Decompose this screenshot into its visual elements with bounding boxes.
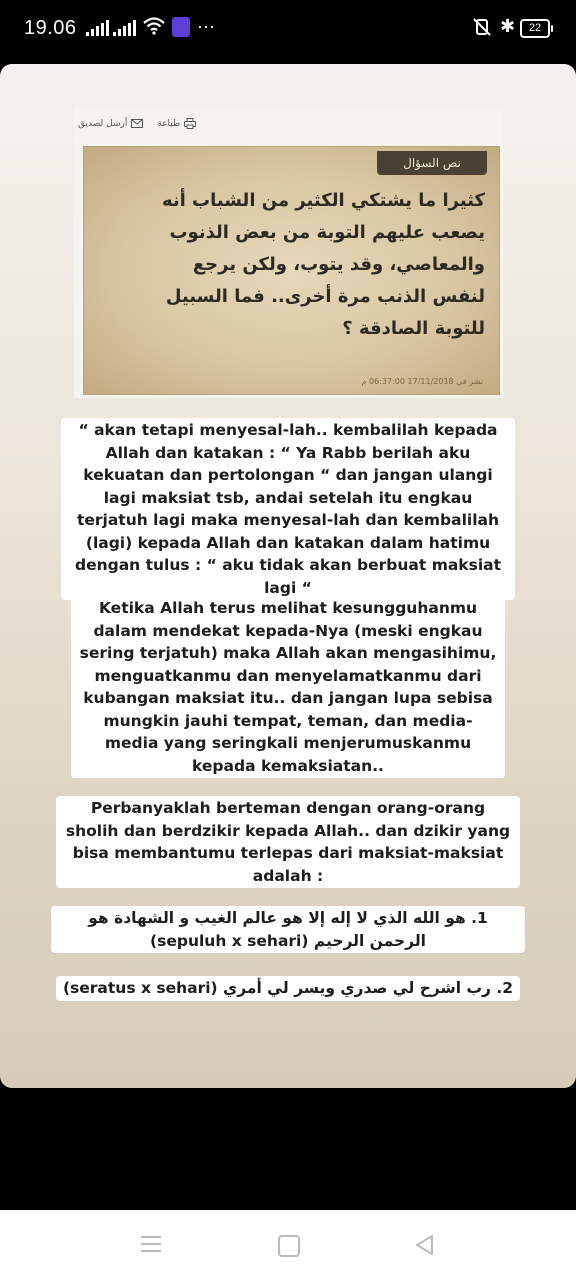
home-icon[interactable] (278, 1235, 300, 1257)
question-tab: نص السؤال (377, 151, 487, 175)
wifi-icon (143, 17, 165, 35)
printer-icon (184, 118, 196, 129)
question-box (83, 146, 500, 395)
print-label: طباعة (157, 118, 181, 129)
story-card (0, 64, 576, 1088)
caption-2: Ketika Allah terus melihat kesungguhanmu dalam mendekat kepada-Nya (meski engkau sering terjatuh) maka Allah akan mengasihimu, menguatkanmu dan menyelamatkanmu dari kubangan maksiat itu.. dan jangan lupa sebisa mungkin jauhi tempat, teman, dan media-media yang seringkali menjerumuskanmu kepada kemaksiatan.. (71, 596, 505, 778)
caption-text (0, 418, 576, 600)
caption-3: Perbanyaklah berteman dengan orang-orang sholih dan berdzikir kepada Allah.. dan dzikir yang bisa membantumu terlepas dari maksiat-maksiat adalah : (56, 796, 520, 888)
caption-5: 2. رب اشرح لي صدري ويسر لي أمري (seratus x sehari) (56, 976, 520, 1001)
article-screenshot (74, 108, 503, 398)
send-to-friend-label: أرسل لصديق (78, 118, 128, 129)
app-notification-icon (172, 17, 190, 37)
menu-icon[interactable] (141, 1235, 161, 1253)
caption-text (0, 796, 576, 888)
bluetooth-icon: ✱ (500, 16, 516, 36)
battery-icon: 22 (520, 19, 550, 38)
publish-date: نشر في 17/11/2018 06:37:00 م (361, 377, 483, 386)
caption-4: 1. هو الله الذي لا إله إلا هو عالم الغيب و الشهادة هو الرحمن الرحيم (sepuluh x sehari) (51, 906, 525, 953)
signal-icon (113, 20, 136, 36)
caption-1: “ akan tetapi menyesal-lah.. kembalilah kepada Allah dan katakan : “ Ya Rabb berilah aku kekuatan dan pertolongan “ dan jangan ulangi lagi maksiat tsb, andai setelah itu engkau terjatuh lagi maka menyesal-lah dan kembalilah (lagi) kepada Allah dan katakan dalam hatimu dengan tulus : “ aku tidak akan berbuat maksiat lagi “ (61, 418, 515, 600)
question-text: كثيرا ما يشتكي الكثير من الشباب أنه يصعب عليهم التوبة من بعض الذنوب والمعاصي، وقد يتوب، ولكن يرجع لنفس الذنب مرة أخرى.. فما السبيل للتوبة الصادقة ؟ (161, 190, 485, 339)
caption-text (0, 976, 576, 1001)
print-link[interactable] (157, 118, 196, 129)
status-bar (0, 0, 576, 58)
status-time: 19.06 (24, 17, 77, 39)
mail-icon (131, 119, 143, 128)
caption-text (0, 596, 576, 778)
caption-text (0, 906, 576, 953)
article-tools (78, 118, 196, 129)
back-icon[interactable] (414, 1234, 434, 1256)
navigation-bar (0, 1210, 576, 1280)
send-to-friend-link[interactable] (78, 119, 143, 129)
signal-icon (86, 20, 109, 36)
mute-icon (472, 17, 492, 37)
more-notifications-indicator: ··· (197, 16, 215, 36)
